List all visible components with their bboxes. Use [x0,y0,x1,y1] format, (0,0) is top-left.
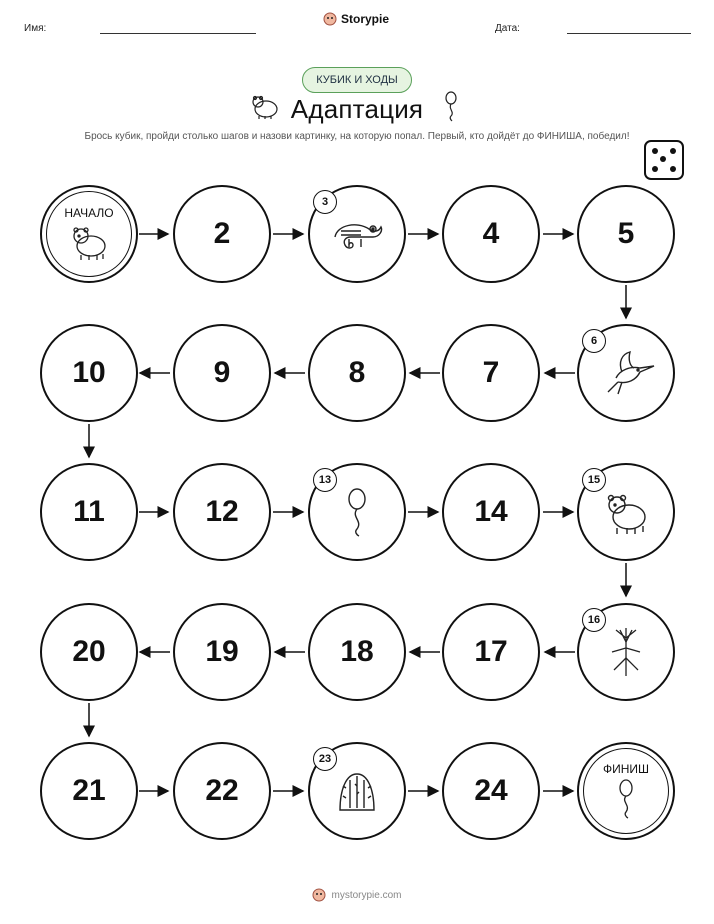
cell-8 [308,324,406,422]
cell-number: 4 [482,217,500,250]
cell-number: 14 [474,495,508,528]
cell-number: 12 [205,495,239,528]
start-cell [40,185,138,283]
cell-number: 8 [348,356,366,389]
cell-14 [442,463,540,561]
hummingbird-icon [596,348,656,398]
polar-bear-icon [601,489,651,535]
finish-label: ФИНИШ [602,762,650,776]
cell-5 [577,185,675,283]
footer-site[interactable]: mystorypie.com [331,889,402,901]
seed-sprout-icon [615,778,637,820]
page-title: Адаптация [290,94,424,124]
finish-ring [583,748,669,834]
footer [0,888,714,902]
cell-4 [442,185,540,283]
activity-type-badge: КУБИК И ХОДЫ [302,67,412,93]
chameleon-icon [327,209,387,259]
cell-number: 9 [213,356,231,389]
cell-number: 5 [617,217,635,250]
brand-name: Storypie [341,12,390,26]
picture-step-number: 13 [313,468,337,492]
cell-number: 22 [205,774,239,807]
cell-number: 7 [482,356,500,389]
instructions-text: Брось кубик, пройди столько шагов и назови картинку, на которую попал. Первый, кто дойдёт до ФИНИША, победил! [84,131,630,142]
picture-step-number: 23 [313,747,337,771]
cell-number: 10 [72,356,106,389]
start-ring [46,191,132,277]
cell-11 [40,463,138,561]
cell-21 [40,742,138,840]
cell-number: 18 [340,635,374,668]
cell-12 [173,463,271,561]
cell-9 [173,324,271,422]
polar-bear-icon [67,222,111,262]
cell-24 [442,742,540,840]
name-label: Имя: [24,23,47,34]
cell-number: 19 [205,635,239,668]
picture-step-number: 15 [582,468,606,492]
cell-number: 24 [474,774,508,807]
seed-sprout-icon [342,486,372,538]
finish-cell [577,742,675,840]
cell-10 [40,324,138,422]
cell-number: 21 [72,774,106,807]
picture-step-number: 6 [582,329,606,353]
date-label: Дата: [495,23,520,34]
picture-step-number: 16 [582,608,606,632]
stick-insect-icon [601,624,651,680]
cell-number: 2 [213,217,231,250]
picture-step-number: 3 [313,190,337,214]
cell-number: 20 [72,635,106,668]
cell-22 [173,742,271,840]
cell-number: 17 [474,635,508,668]
cell-18 [308,603,406,701]
cell-19 [173,603,271,701]
start-label: НАЧАЛО [64,206,114,220]
cell-17 [442,603,540,701]
storypie-mascot-icon [312,888,326,902]
cactus-icon [332,766,382,816]
cell-7 [442,324,540,422]
cell-number: 11 [73,495,105,528]
cell-20 [40,603,138,701]
cell-2 [173,185,271,283]
